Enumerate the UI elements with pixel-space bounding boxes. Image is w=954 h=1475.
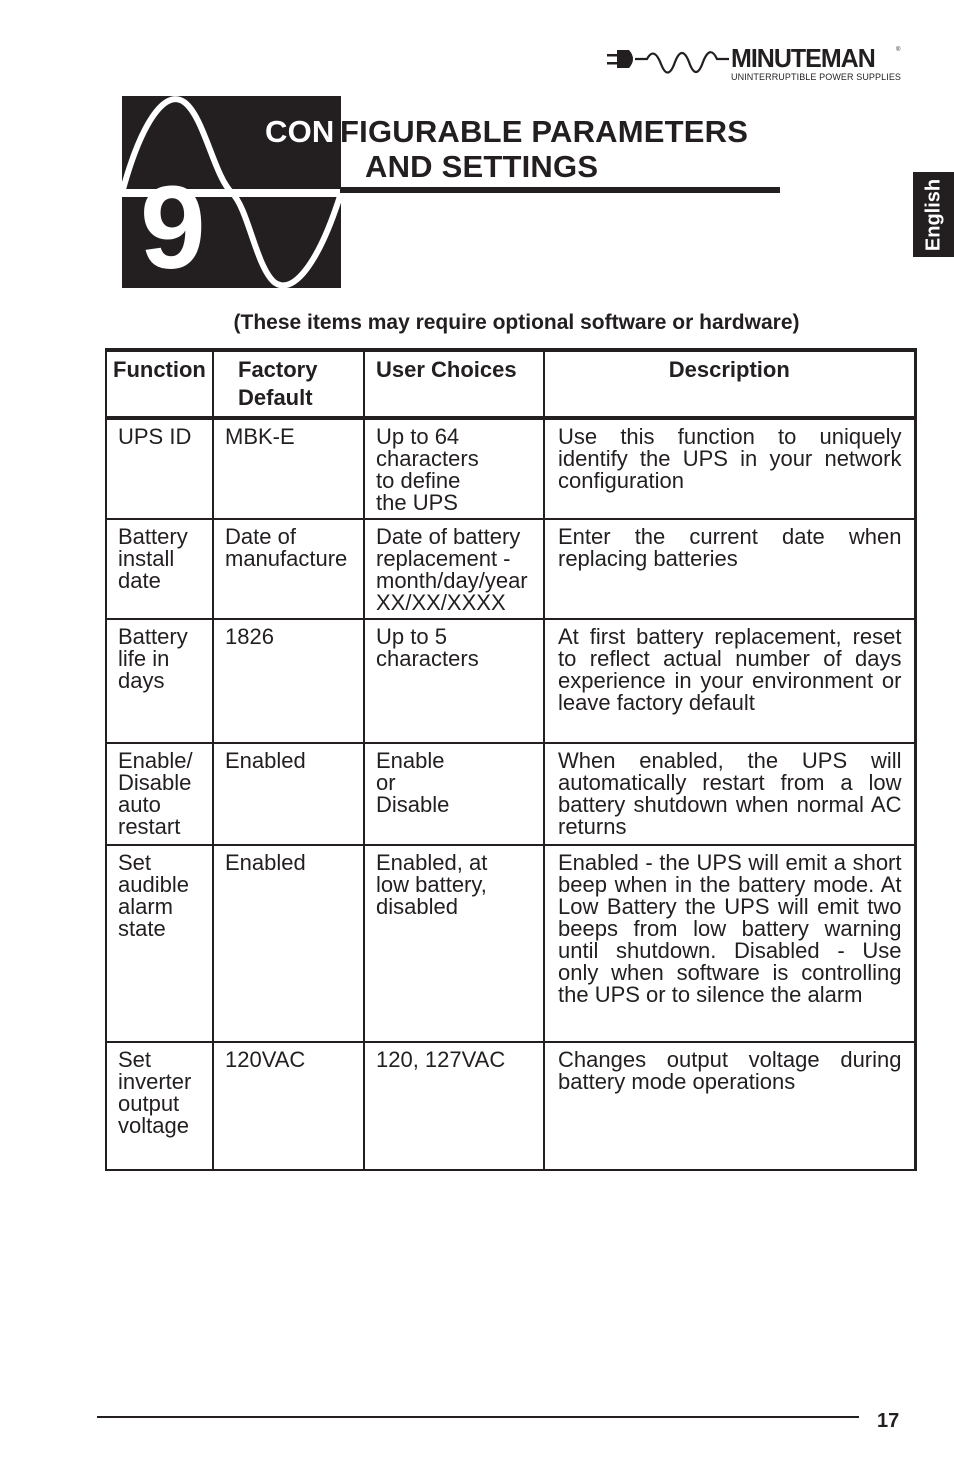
chapter-title: FIGURABLE PARAMETERS: [340, 114, 749, 149]
cell-user-choices: Date of battery replacement - month/day/year XX/XX/XXXX: [364, 519, 544, 619]
cell-description: At first battery replacement, reset to reflect actual number of days experience in your environment or leave factory default: [544, 619, 915, 743]
cell-user-choices: Up to 5 characters: [364, 619, 544, 743]
chapter-title-prefix: CON: [265, 114, 335, 149]
chapter-rule: [340, 187, 780, 193]
cell-function: Set inverter output voltage: [106, 1042, 213, 1170]
cell-factory-default: Date of manufacture: [213, 519, 364, 619]
table-row: [106, 743, 915, 845]
cell-user-choices: 120, 127VAC: [364, 1042, 544, 1170]
column-header-description: Description: [544, 350, 915, 418]
footer-rule: [97, 1416, 859, 1418]
cell-description: Changes output voltage during battery mode operations: [544, 1042, 915, 1170]
column-header-function: Function: [106, 350, 213, 418]
cell-factory-default: Enabled: [213, 743, 364, 845]
cell-user-choices: Enabled, at low battery, disabled: [364, 845, 544, 1042]
table-row: [106, 418, 915, 519]
cell-factory-default: 1826: [213, 619, 364, 743]
cell-function: Set audible alarm state: [106, 845, 213, 1042]
table-row: [106, 519, 915, 619]
page-number: 17: [877, 1410, 900, 1432]
logo-tagline: UNINTERRUPTIBLE POWER SUPPLIES: [731, 72, 902, 82]
table-header-row: [106, 350, 915, 418]
cell-user-choices: Enable or Disable: [364, 743, 544, 845]
cell-description: Use this function to uniquely identify the UPS in your network configuration: [544, 418, 915, 519]
parameters-table: [105, 348, 917, 1171]
cell-function: Enable/ Disable auto restart: [106, 743, 213, 845]
language-tab-label: English: [922, 178, 944, 251]
cell-function: UPS ID: [106, 418, 213, 519]
cell-description: Enter the current date when replacing batteries: [544, 519, 915, 619]
chapter-number: 9: [140, 180, 206, 290]
registered-mark: ®: [896, 47, 901, 53]
cell-function: Battery install date: [106, 519, 213, 619]
table-row: [106, 619, 915, 743]
page-subtitle: (These items may require optional software or hardware): [233, 311, 800, 334]
column-header-user-choices: User Choices: [364, 350, 544, 418]
cell-description: When enabled, the UPS will automatically restart from a low battery shutdown when normal AC returns: [544, 743, 915, 845]
cell-function: Battery life in days: [106, 619, 213, 743]
language-tab: [913, 172, 954, 257]
plug-wave-icon: [607, 48, 729, 80]
cell-factory-default: Enabled: [213, 845, 364, 1042]
cell-description: Enabled - the UPS will emit a short beep when in the battery mode. At Low Battery the UPS will emit two beeps from low battery warning until shutdown. Disabled - Use only when software is controlling the UPS or to silence the alarm: [544, 845, 915, 1042]
table-row: [106, 845, 915, 1042]
logo-brand: MINUTEMAN: [731, 44, 875, 74]
cell-user-choices: Up to 64 characters to define the UPS: [364, 418, 544, 519]
column-header-factory-default: Factory Default: [213, 350, 364, 418]
cell-factory-default: MBK-E: [213, 418, 364, 519]
cell-factory-default: 120VAC: [213, 1042, 364, 1170]
minuteman-logo: [607, 42, 902, 86]
chapter-title-line2: AND SETTINGS: [365, 149, 599, 184]
table-row: [106, 1042, 915, 1170]
